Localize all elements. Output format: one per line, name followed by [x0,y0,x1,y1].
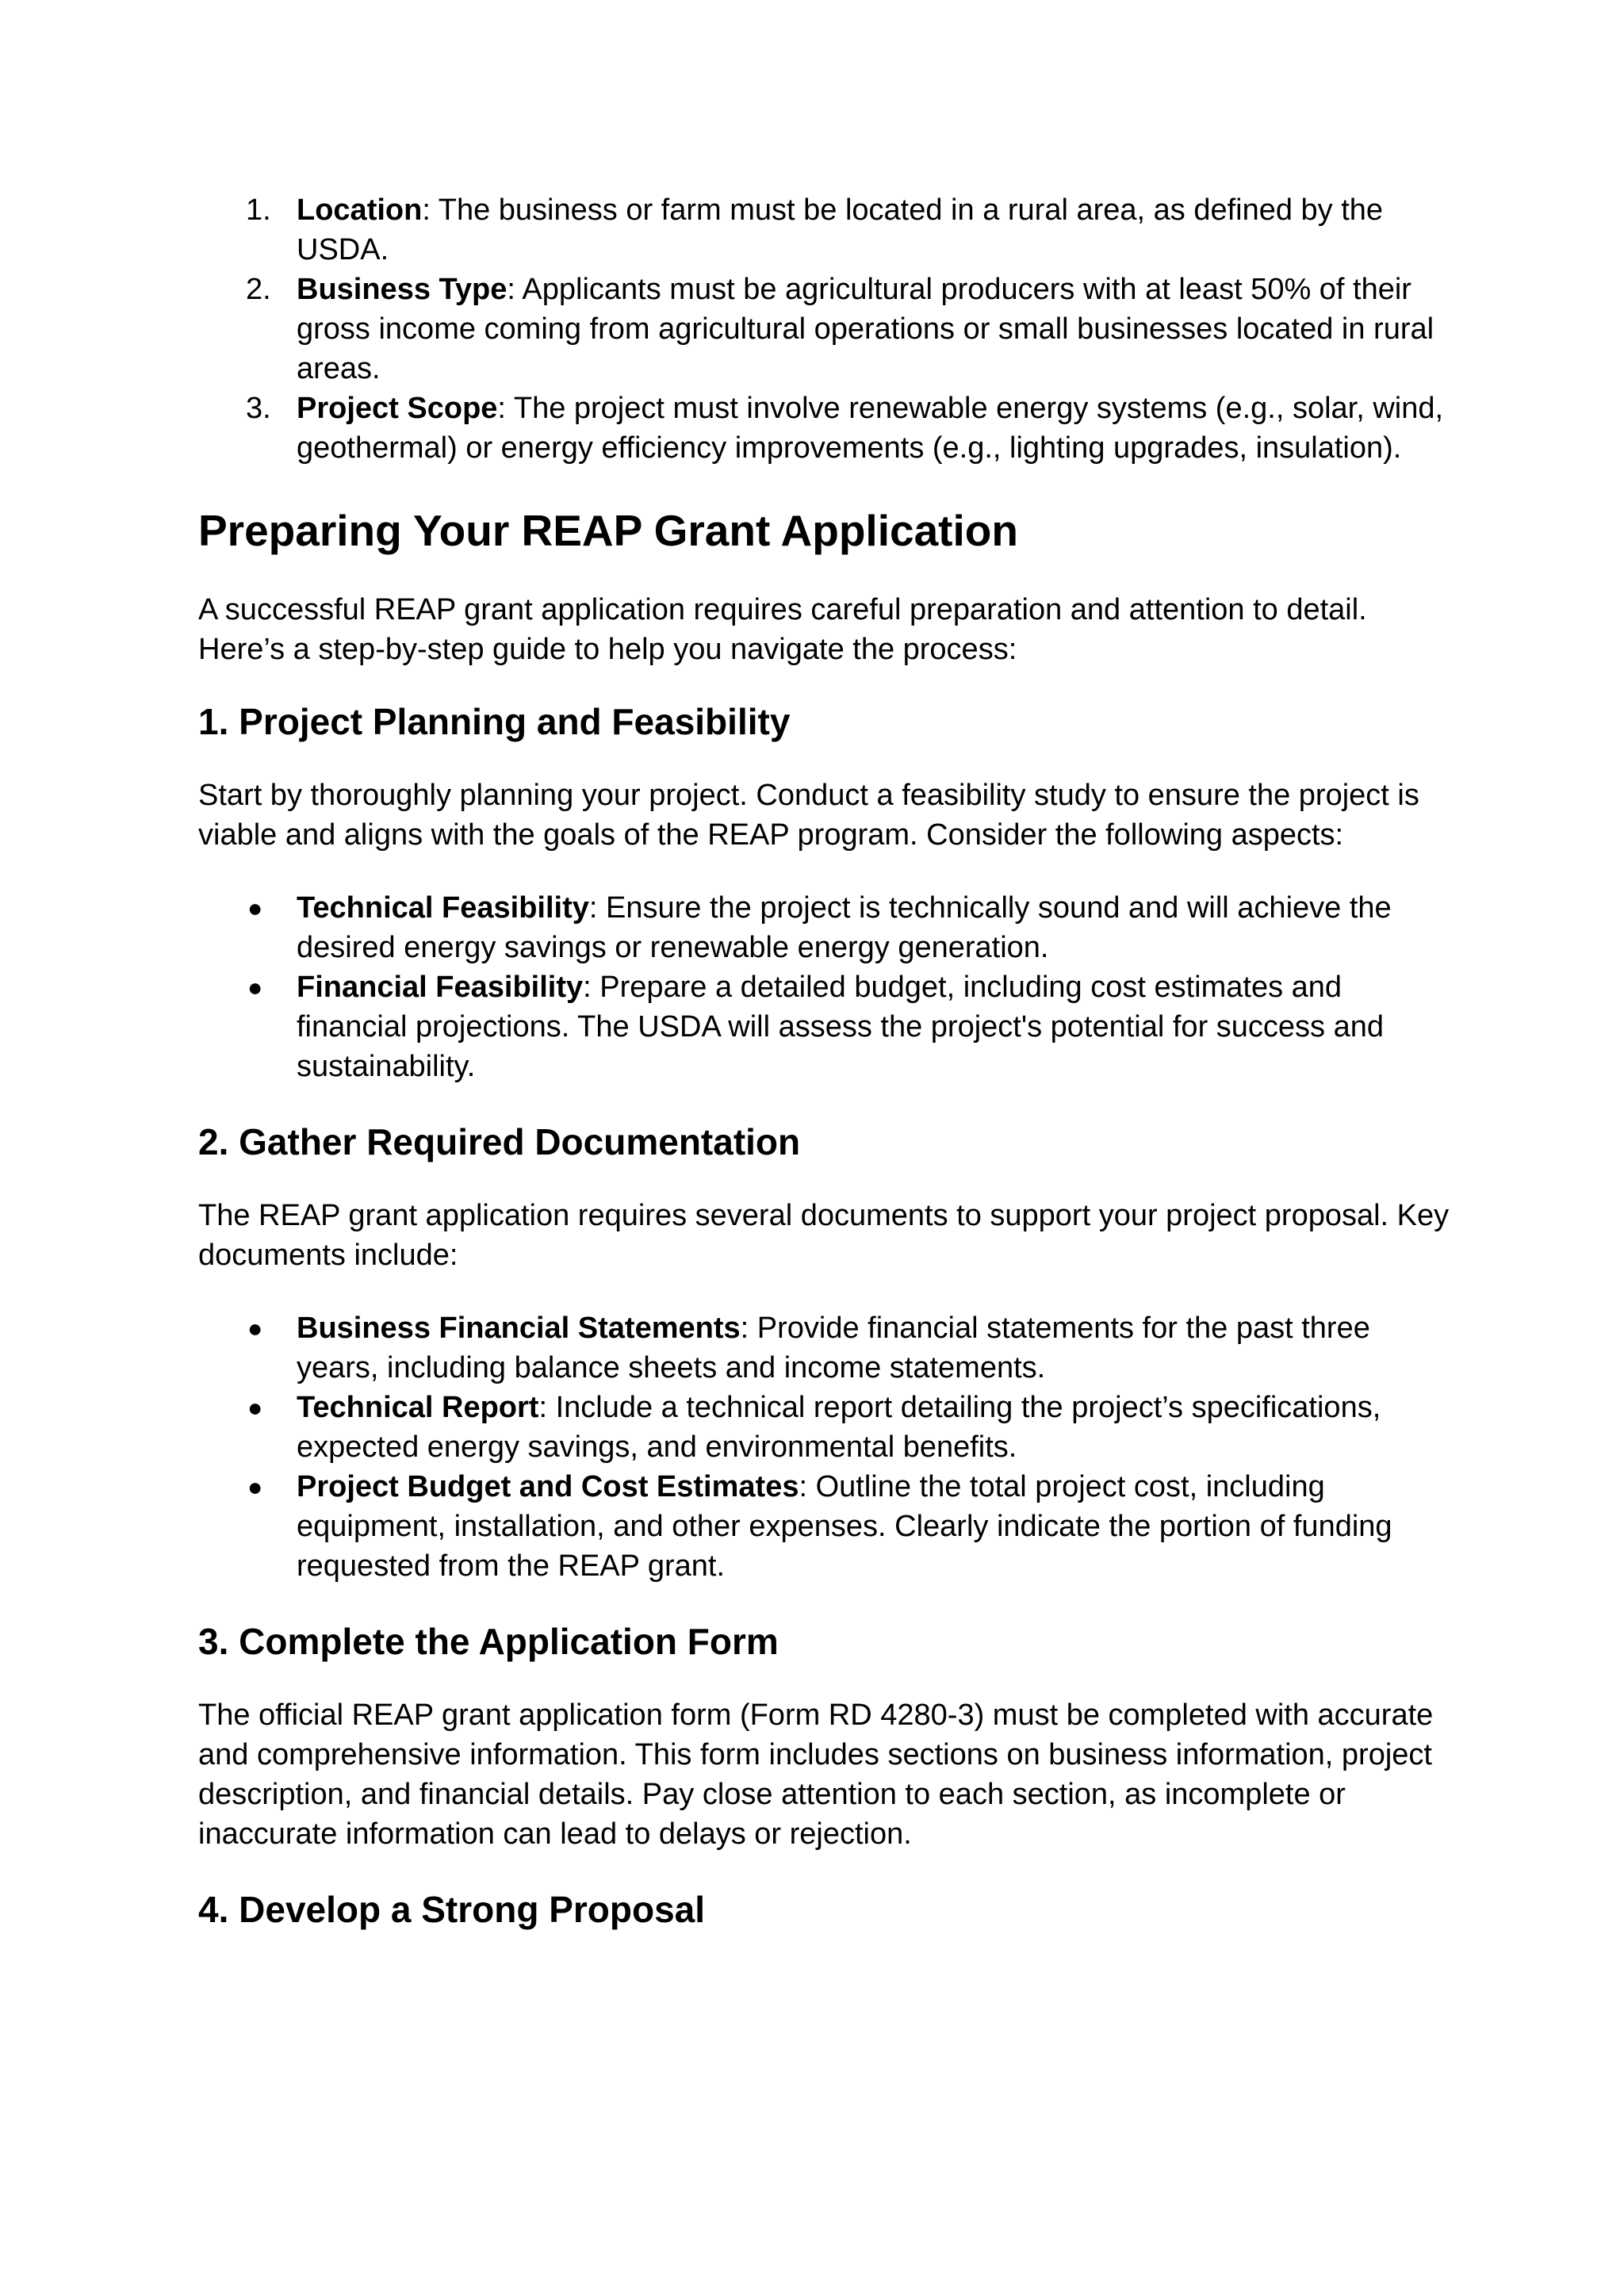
list-item-text: : The project must involve renewable energy systems (e.g., solar, wind, geothermal) or energy efficiency improvements (e.g., lighting upgrades, insulation). [297,392,1444,465]
list-item-term: Project Scope [297,392,498,425]
list-item-text: : Ensure the project is technically sound and will achieve the desired energy savings or renewable energy generation. [297,891,1392,964]
bullet-icon: ● [247,973,263,1001]
list-item-text: : Provide financial statements for the past three years, including balance sheets and income statements. [297,1312,1370,1384]
list-item [198,888,1451,967]
eligibility-list [198,190,1451,468]
list-item-term: Technical Report [297,1391,539,1424]
list-item-term: Business Type [297,273,508,306]
step1-bullet-list [198,888,1451,1086]
list-number: 3. [246,392,271,425]
bullet-icon: ● [247,894,263,922]
section-heading: Preparing Your REAP Grant Application [198,506,1018,555]
list-item-text: : Include a technical report detailing the project’s specifications, expected energy savings, and environmental benefits. [297,1391,1381,1464]
list-item-term: Business Financial Statements [297,1312,741,1345]
bullet-icon: ● [247,1473,263,1501]
list-item [198,1388,1451,1467]
bullet-icon: ● [247,1393,263,1422]
section-intro: A successful REAP grant application requires careful preparation and attention to detail. Here’s a step-by-step guide to help you navigate the process: [198,593,1367,666]
list-item-text: : Outline the total project cost, including equipment, installation, and other expenses. Clearly indicate the portion of funding requested from the REAP grant. [297,1470,1392,1583]
list-item-text: : Applicants must be agricultural producers with at least 50% of their gross income coming from agricultural operations or small businesses located in rural areas. [297,273,1434,385]
list-item [198,190,1451,270]
list-item-term: Project Budget and Cost Estimates [297,1470,799,1503]
step4-heading: 4. Develop a Strong Proposal [198,1889,706,1930]
step2-bullet-list [198,1308,1451,1586]
document-page [198,190,1451,1933]
step2-heading: 2. Gather Required Documentation [198,1121,801,1162]
list-item [198,1308,1451,1388]
step1-intro: Start by thoroughly planning your project. Conduct a feasibility study to ensure the project is viable and aligns with the goals of the REAP program. Consider the following aspects: [198,779,1419,852]
list-item-text: : Prepare a detailed budget, including cost estimates and financial projections. The USDA will assess the project's potential for success and sustainability. [297,971,1385,1083]
step3-heading: 3. Complete the Application Form [198,1621,779,1662]
bullet-icon: ● [247,1314,263,1342]
list-item-term: Technical Feasibility [297,891,589,925]
step2-intro: The REAP grant application requires several documents to support your project proposal. Key documents include: [198,1199,1450,1272]
list-item [198,1467,1451,1586]
list-item-term: Financial Feasibility [297,971,584,1004]
list-item-text: : The business or farm must be located in a rural area, as defined by the USDA. [297,193,1384,266]
list-number: 2. [246,273,271,306]
list-item [198,967,1451,1086]
list-item [198,389,1451,468]
list-number: 1. [246,193,271,227]
step1-heading: 1. Project Planning and Feasibility [198,701,791,742]
list-item-term: Location [297,193,423,227]
step3-body: The official REAP grant application form (Form RD 4280-3) must be completed with accurate and comprehensive information. This form includes sections on business information, project description, and financial details. Pay close attention to each section, as incomplete or inaccurate information can lead to delays or rejection. [198,1698,1434,1851]
list-item [198,270,1451,389]
